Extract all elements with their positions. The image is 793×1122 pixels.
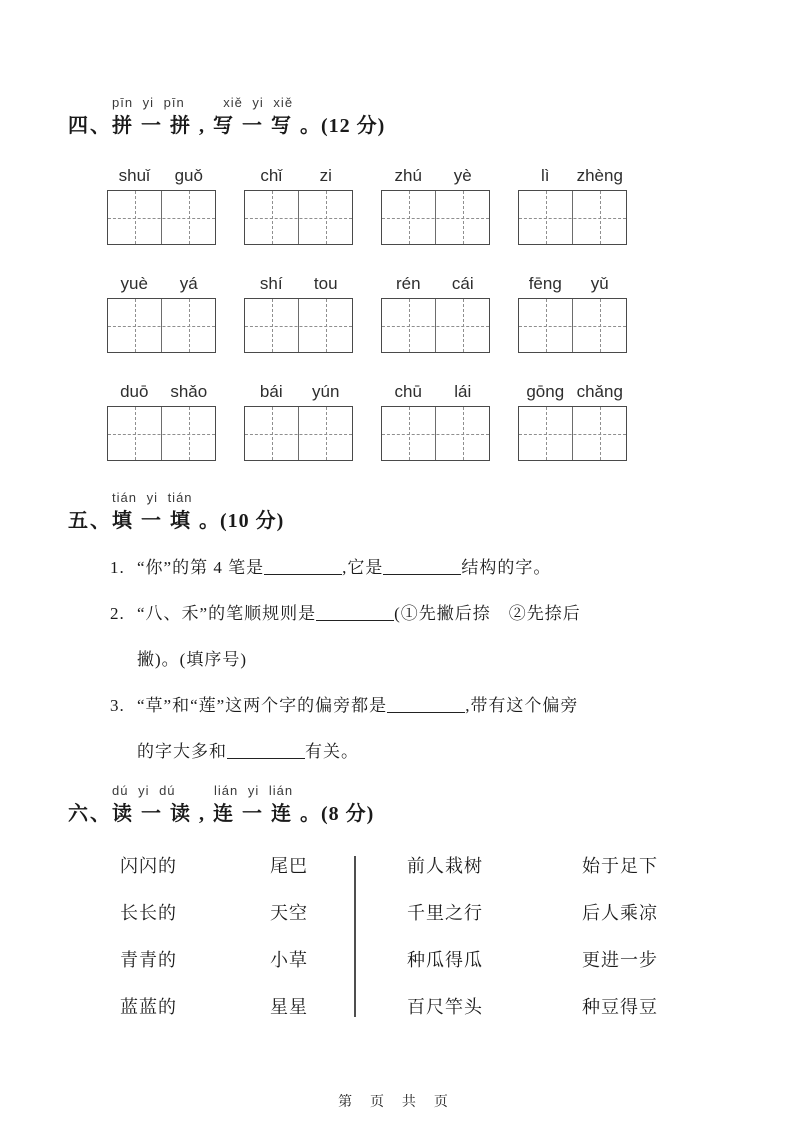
grid-pinyin-label [381,166,490,190]
pinyin-syllable: bái [259,382,283,401]
question-segment: 撇)。(填序号) [137,650,247,669]
match-column-adjectives [120,856,270,1017]
grid-cell[interactable] [435,299,489,352]
writing-grid-unit [381,382,490,461]
pinyin-syllable: shí [259,274,283,293]
section-title-text: 填一填 [112,510,199,532]
grid-cell[interactable] [519,299,572,352]
pinyin-syllable: shǎo [170,382,208,401]
section-score: 。(10 分) [199,510,285,532]
writing-grid-unit [518,166,627,245]
section-title-pinyin: pīn yi pīn xiě yi xiě [112,95,294,110]
question-number: 3. [110,696,125,715]
answer-blank[interactable] [227,745,305,759]
pinyin-syllable: chǐ [260,166,283,185]
pinyin-syllable: yún [312,382,340,401]
answer-blank[interactable] [316,607,394,621]
match-item[interactable]: 前人栽树 [407,856,483,876]
match-item[interactable]: 闪闪的 [120,856,177,876]
pinyin-syllable: lái [454,382,472,401]
section-header [68,783,793,828]
grid-cell[interactable] [519,191,572,244]
tianzige-writing-box[interactable] [381,298,490,353]
answer-blank[interactable] [383,561,461,575]
pinyin-syllable: yè [453,166,472,185]
tianzige-writing-box[interactable] [244,190,353,245]
question-segment: (①先撇后捺 ②先捺后 [394,604,581,623]
grid-cell[interactable] [245,299,298,352]
question-segment: “草”和“莲”这两个字的偏旁都是 [137,696,388,715]
tianzige-writing-box[interactable] [381,190,490,245]
question-1 [110,545,793,591]
tianzige-writing-box[interactable] [244,406,353,461]
grid-pinyin-label [244,382,353,406]
pinyin-syllable: zi [319,166,332,185]
matching-exercise [120,856,793,1017]
section-header [68,0,793,140]
grid-pinyin-label [107,382,216,406]
writing-grid-rows [107,166,793,461]
pinyin-syllable: yǔ [590,274,609,293]
grid-row [107,166,793,245]
question-segment: 有关。 [305,742,359,761]
question-text [137,545,793,591]
pinyin-syllable: chū [394,382,422,401]
pinyin-syllable: lì [541,166,550,185]
writing-grid-unit [107,382,216,461]
question-number: 1. [110,558,125,577]
match-item[interactable]: 更进一步 [582,950,658,970]
section-pinyin-writing [0,0,793,461]
answer-blank[interactable] [264,561,342,575]
match-item[interactable]: 种瓜得瓜 [407,950,483,970]
question-2 [110,591,793,683]
grid-pinyin-label [518,274,627,298]
grid-cell[interactable] [161,407,215,460]
grid-cell[interactable] [435,191,489,244]
grid-cell[interactable] [298,191,352,244]
writing-grid-unit [107,274,216,353]
writing-grid-unit [107,166,216,245]
grid-cell[interactable] [382,191,435,244]
match-item[interactable]: 尾巴 [270,856,308,876]
pinyin-syllable: zhú [394,166,422,185]
section-title-text: 读一读,连一连 [112,803,300,825]
writing-grid-unit [518,382,627,461]
grid-cell[interactable] [382,407,435,460]
pinyin-syllable: rén [395,274,421,293]
pinyin-syllable: chǎng [576,382,623,401]
match-column-nouns [270,856,354,1017]
grid-cell[interactable] [245,191,298,244]
grid-cell[interactable] [519,407,572,460]
section-number: 五、 [68,510,112,532]
match-item[interactable]: 长长的 [120,903,177,923]
tianzige-writing-box[interactable] [381,406,490,461]
writing-grid-unit [381,166,490,245]
match-item[interactable]: 星星 [270,997,308,1017]
grid-pinyin-label [244,166,353,190]
section-title-pinyin: dú yi dú lián yi lián [112,783,294,798]
grid-cell[interactable] [298,407,352,460]
pinyin-syllable: yuè [120,274,148,293]
section-title-pinyin: tián yi tián [112,490,193,505]
writing-grid-unit [518,274,627,353]
writing-grid-unit [244,382,353,461]
writing-grid-unit [244,274,353,353]
section-number: 四、 [68,115,112,137]
match-column-proverb-second-half [582,856,658,1017]
match-item[interactable]: 百尺竿头 [407,997,483,1017]
pinyin-syllable: duō [120,382,149,401]
section-header [68,490,793,535]
question-number: 2. [110,604,125,623]
grid-cell[interactable] [108,299,161,352]
question-segment: 的字大多和 [137,742,227,761]
question-text [137,591,793,683]
grid-pinyin-label [381,382,490,406]
grid-cell[interactable] [245,407,298,460]
grid-cell[interactable] [161,299,215,352]
match-item[interactable]: 天空 [270,903,308,923]
pinyin-syllable: zhèng [576,166,623,185]
question-3 [110,683,793,775]
tianzige-writing-box[interactable] [244,298,353,353]
pinyin-syllable: yá [179,274,198,293]
grid-cell[interactable] [108,191,161,244]
pinyin-syllable: gōng [526,382,565,401]
section-title-text: 拼一拼,写一写 [112,115,300,137]
tianzige-writing-box[interactable] [107,298,216,353]
grid-pinyin-label [107,166,216,190]
tianzige-writing-box[interactable] [518,190,627,245]
pinyin-syllable: shuǐ [118,166,150,185]
divider-line [354,856,356,1017]
tianzige-writing-box[interactable] [518,406,627,461]
grid-row [107,382,793,461]
section-number: 六、 [68,803,112,825]
match-item[interactable]: 种豆得豆 [582,997,658,1017]
match-item[interactable]: 蓝蓝的 [120,997,177,1017]
question-segment: 结构的字。 [461,558,552,577]
tianzige-writing-box[interactable] [107,190,216,245]
match-item[interactable]: 始于足下 [582,856,658,876]
grid-cell[interactable] [572,407,626,460]
match-column-proverb-first-half [407,856,531,1017]
match-item[interactable]: 小草 [270,950,308,970]
grid-cell[interactable] [108,407,161,460]
writing-grid-unit [244,166,353,245]
grid-cell[interactable] [382,299,435,352]
section-title [68,800,793,828]
pinyin-syllable: guǒ [174,166,203,185]
question-text [137,683,793,775]
match-item[interactable]: 青青的 [120,950,177,970]
section-matching [0,783,793,1017]
answer-blank[interactable] [387,699,465,713]
tianzige-writing-box[interactable] [518,298,627,353]
grid-pinyin-label [244,274,353,298]
grid-cell[interactable] [572,299,626,352]
grid-cell[interactable] [435,407,489,460]
match-item[interactable]: 后人乘凉 [582,903,658,923]
question-segment: “你”的第 4 笔是 [137,558,265,577]
grid-pinyin-label [518,382,627,406]
match-item[interactable]: 千里之行 [407,903,483,923]
section-score: 。(12 分) [300,115,386,137]
question-segment: ,它是 [342,558,384,577]
grid-cell[interactable] [161,191,215,244]
pinyin-syllable: fēng [528,274,562,293]
writing-grid-unit [381,274,490,353]
section-title [68,507,793,535]
grid-pinyin-label [381,274,490,298]
question-list [110,545,793,775]
grid-pinyin-label [518,166,627,190]
question-segment: ,带有这个偏旁 [465,696,579,715]
grid-cell[interactable] [298,299,352,352]
section-score: 。(8 分) [300,803,375,825]
question-segment: “八、禾”的笔顺规则是 [137,604,317,623]
tianzige-writing-box[interactable] [107,406,216,461]
section-title [68,112,793,140]
grid-row [107,274,793,353]
page-footer: 第 页 共 页 [338,1093,455,1109]
grid-cell[interactable] [572,191,626,244]
section-fill-in [0,490,793,775]
pinyin-syllable: cái [451,274,474,293]
grid-pinyin-label [107,274,216,298]
pinyin-syllable: tou [313,274,338,293]
